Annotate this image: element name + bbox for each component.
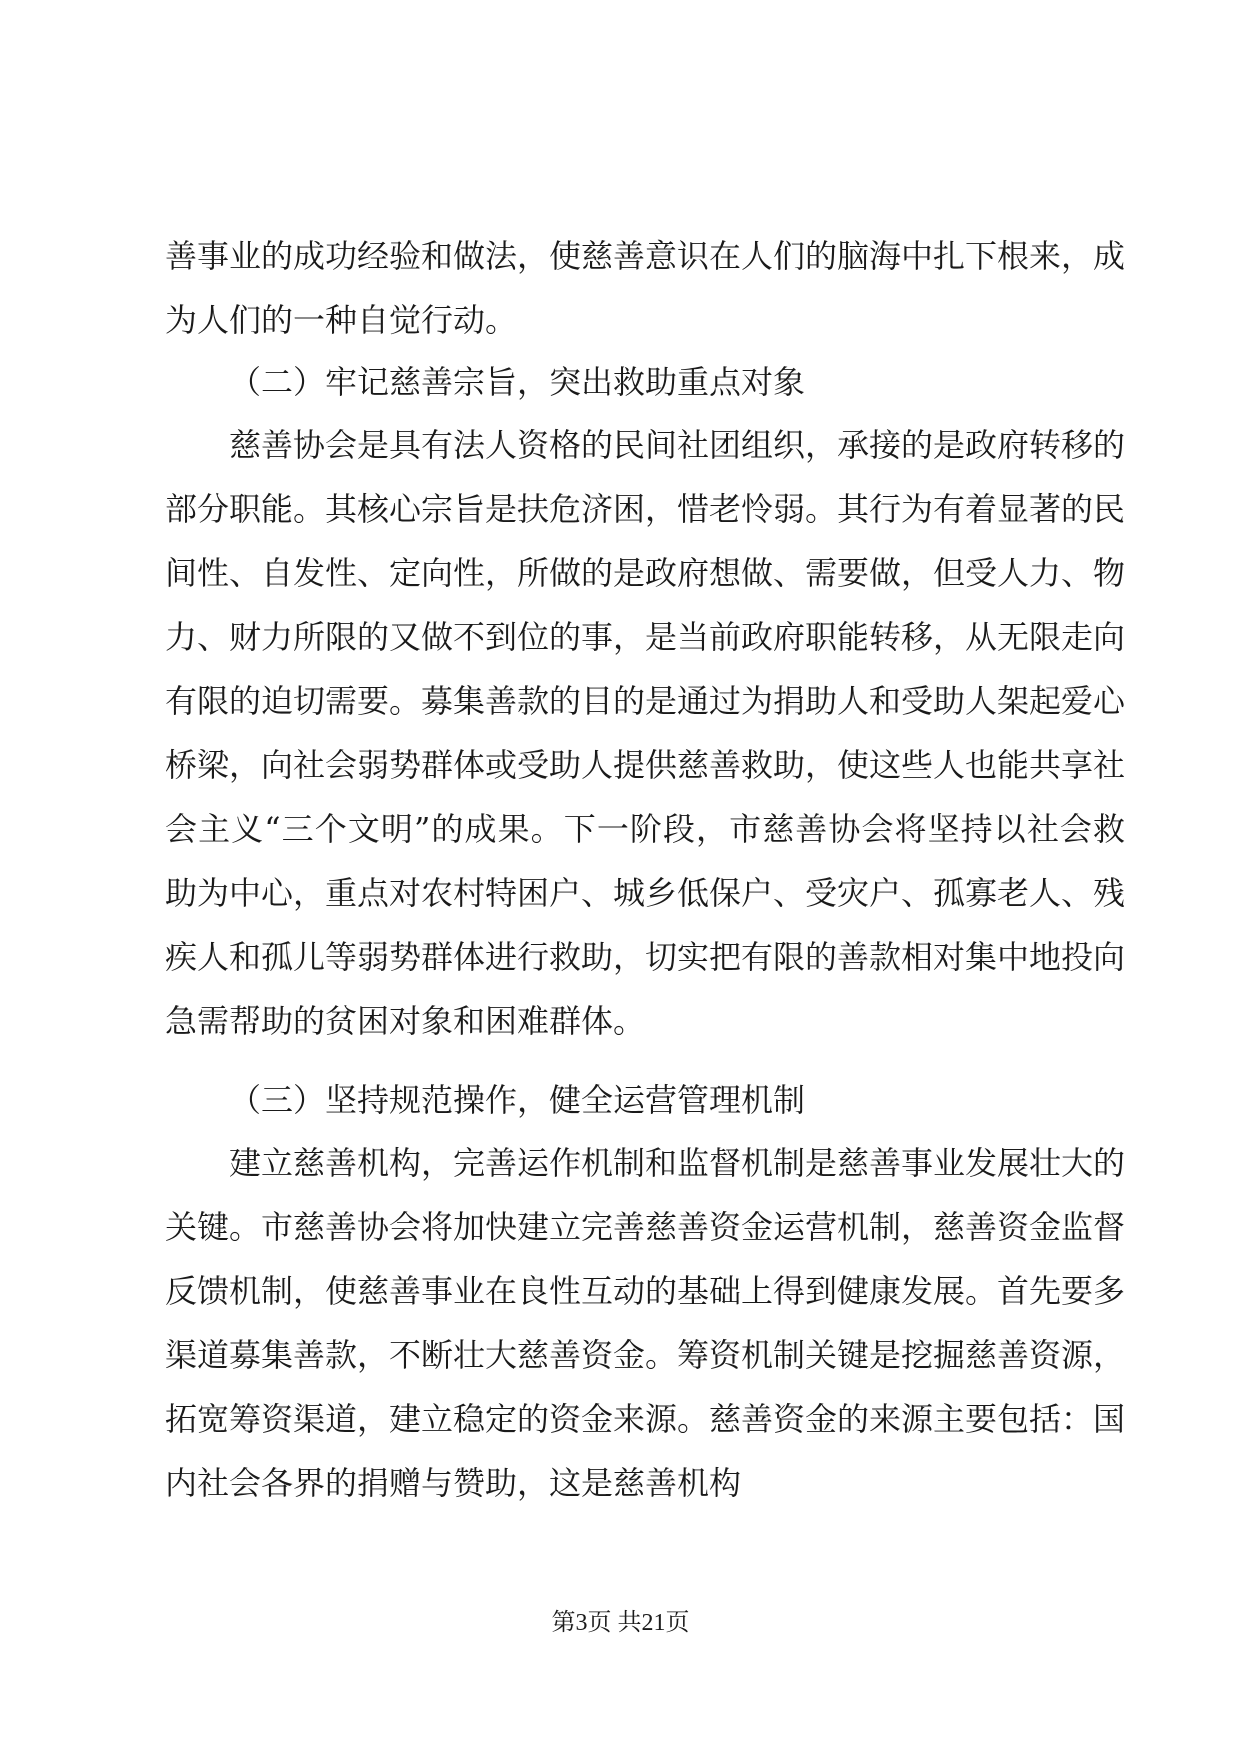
paragraph-text: 慈善协会是具有法人资格的民间社团组织，承接的是政府转移的部分职能。其核心宗旨是扶危济困，惜老怜弱。其行为有着显著的民间性、自发性、定向性，所做的是政府想做、需要做，但受人力、物力、财力所限的又做不到位的事，是当前政府职能转移，从无限走向有限的迫切需要。募集善款的目的是通过为捐助人和受助人架起爱心桥梁，向社会弱势群体或受助人提供慈善救助，使这些人也能共享社会主义“三个文明”的成果。下一阶段，市慈善协会将坚持以社会救助为中心，重点对农村特困户、城乡低保户、受灾户、孤寡老人、残疾人和孤儿等弱势群体进行救助，切实把有限的善款相对集中地投向急需帮助的贫困对象和困难群体。: [165, 426, 1126, 1040]
paragraph-text: 善事业的成功经验和做法，使慈善意识在人们的脑海中扎下根来，成为人们的一种自觉行动。: [165, 237, 1126, 339]
heading-text: （三）坚持规范操作，健全运营管理机制: [229, 1081, 806, 1119]
heading-text: （二）牢记慈善宗旨，突出救助重点对象: [229, 363, 806, 401]
paragraph-text: 建立慈善机构，完善运作机制和监督机制是慈善事业发展壮大的关键。市慈善协会将加快建立完善慈善资金运营机制，慈善资金监督反馈机制，使慈善事业在良性互动的基础上得到健康发展。首先要多渠道募集善款，不断壮大慈善资金。筹资机制关键是挖掘慈善资源，拓宽筹资渠道，建立稳定的资金来源。慈善资金的来源主要包括：国内社会各界的捐赠与赞助，这是慈善机构: [165, 1144, 1126, 1502]
paragraph-section-2: [165, 413, 1125, 1053]
page-footer: [0, 1602, 1241, 1637]
section-heading-2: [165, 350, 1125, 414]
paragraph-section-3: [165, 1131, 1125, 1515]
paragraph-continuation: [165, 224, 1125, 352]
section-heading-3: [165, 1068, 1125, 1132]
page-number: 第3页 共21页: [551, 1610, 690, 1636]
